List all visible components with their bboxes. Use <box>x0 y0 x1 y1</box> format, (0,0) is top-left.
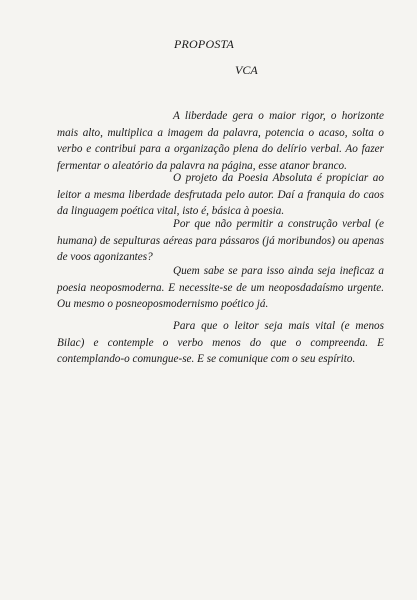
paragraph-5: Para que o leitor seja mais vital (e menos Bilac) e contemple o verbo menos do que o compreenda. E contemplando-o comungue-se. E se comunique com o seu espírito. <box>57 320 384 366</box>
paragraph-3: Por que não permitir a construção verbal (e humana) de sepulturas aéreas para pássaros (já moribundos) ou apenas de voos agonizantes? <box>57 218 384 264</box>
author-initials: VCA <box>235 63 258 77</box>
paragraph-1: A liberdade gera o maior rigor, o horizonte mais alto, multiplica a imagem da palavra, potencia o acaso, solta o verbo e contribui para a organização plena do delírio verbal. Ao fazer fermentar o aleatório da palavra na página, esse atanor branco. <box>57 110 384 172</box>
paragraph-4: Quem sabe se para isso ainda seja ineficaz a poesia neoposmoderna. E necessite-se de um neoposdadaísmo urgente. Ou mesmo o posneoposmodernismo poético já. <box>57 265 384 311</box>
document-title: PROPOSTA <box>174 37 235 51</box>
paragraph-2: O projeto da Poesia Absoluta é propiciar ao leitor a mesma liberdade desfrutada pelo autor. Daí a franquia do caos da linguagem poética vital, isto é, básica à poesia. <box>57 172 384 218</box>
